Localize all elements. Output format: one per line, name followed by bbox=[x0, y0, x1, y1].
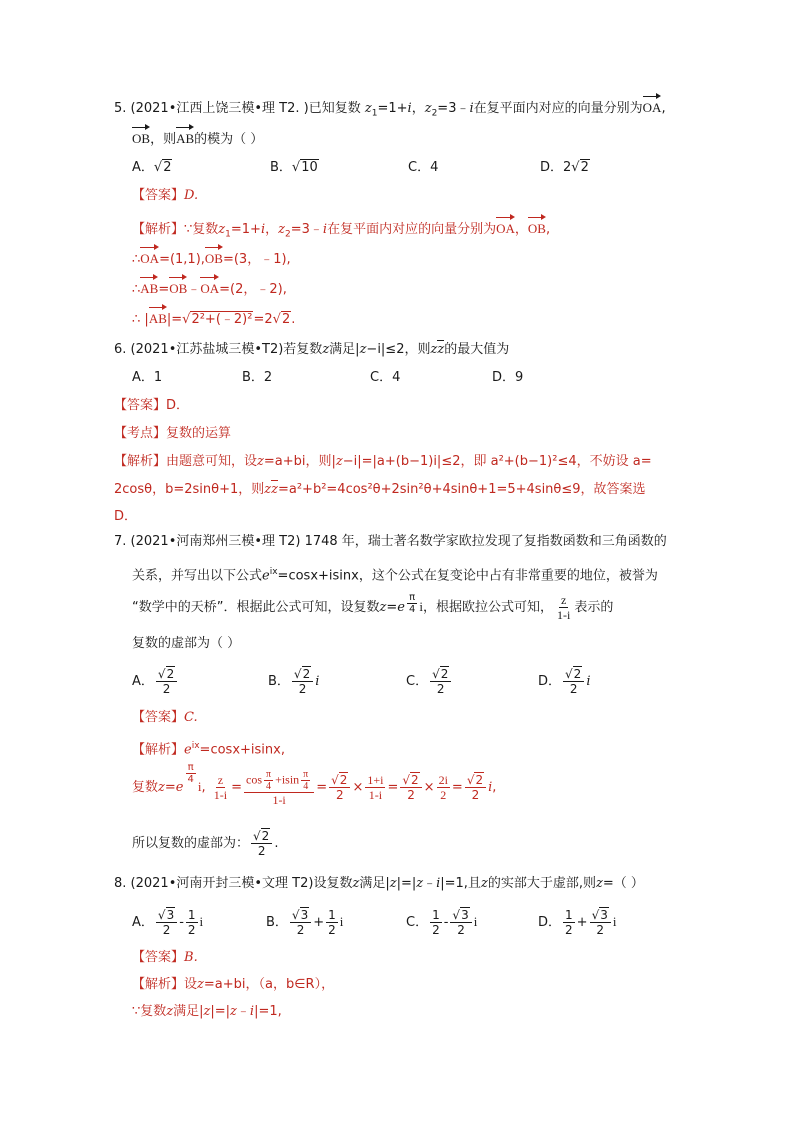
q6-analysis-line1: 【解析】由题意可知，设z=a+bi，则|z−i|=|a+(b−1)i|≤2，即 a²+(b−1)²≤4，不妨设 a= bbox=[114, 454, 652, 469]
q8-option-c: C． $\frac{1}{2}$ - $\frac{√3}{2}$ i bbox=[406, 908, 478, 937]
q7-stem-line1: 7. (2021•河南郑州三模•理 T2) 1748 年，瑞士著名数学家欧拉发现了复指数函数和三角函数的 bbox=[114, 534, 667, 549]
vector-oa: OA bbox=[643, 95, 662, 118]
q5-option-b: B．√10 bbox=[270, 160, 318, 175]
q6-analysis-line2: 2cosθ，b=2sinθ+1，则zz=a²+b²=4cos²θ+2sin²θ+4sinθ+1=5+4sinθ≤9，故答案选 bbox=[114, 482, 646, 497]
q5-stem-line2: OB，则AB的模为（ ） bbox=[132, 126, 263, 150]
q5-analysis-line4: ∴ |AB|=√2²+(﹣2)²=2√2. bbox=[132, 306, 295, 330]
q7-option-c: C． $\frac{√2}{2}$ bbox=[406, 662, 453, 702]
q6-kaodian: 【考点】复数的运算 bbox=[114, 426, 232, 441]
q5-option-a: A．√2 bbox=[132, 160, 172, 175]
q8-analysis-line2: ∵复数z满足|z|=|z﹣i|=1, bbox=[132, 1004, 282, 1019]
q7-option-a: A． $\frac{√2}{2}$ bbox=[132, 662, 179, 702]
q8-stem: 8. (2021•河南开封三模•文理 T2)设复数z满足|z|=|z﹣i|=1,且z的实部大于虚部,则z=（ ） bbox=[114, 876, 644, 891]
q5-analysis-line3: ∴AB=OB﹣OA=(2，﹣2), bbox=[132, 276, 287, 300]
q8-option-a: A． $\frac{√3}{2}$ - $\frac{1}{2}$ i bbox=[132, 908, 204, 937]
q6-answer: 【答案】D． bbox=[114, 398, 190, 413]
vector-ob: OB bbox=[132, 126, 150, 149]
q5-analysis-line2: ∴OA=(1,1),OB=(3，﹣1), bbox=[132, 246, 291, 270]
q5-stem-line1: 5. (2021•江西上饶三模•理 T2. )已知复数 $z_1=1+i$，$z_2=3﹣i$在复平面内对应的向量分别为OA, bbox=[114, 95, 666, 124]
q7-stem-line3: “数学中的天桥”．根据此公式可知，设复数z=e $\frac{\pi}{4}$ i，根据欧拉公式可知， $\frac{z}{1-i}$ 表示的 bbox=[132, 592, 614, 622]
q7-analysis-line2: 复数z=e $\frac{\pi}{4}$ i, $\frac{z}{1-i}$ = cos $\frac{\pi}{4}$ +isin $\frac{\pi}{4}$ 1-i = $\frac{√2}{2}$ × $\frac{1+i}{1-i}$ = $\frac{√2}{2}$ × $\frac{2i}{2}$ = $\frac{√2}{2}$ i, bbox=[132, 762, 497, 807]
q7-option-d: D． $\frac{√2}{2}$ i bbox=[538, 667, 591, 696]
q7-stem-line4: 复数的虚部为（ ） bbox=[132, 636, 241, 651]
q8-answer: 【答案】B. bbox=[132, 950, 198, 965]
q8-option-d: D． $\frac{1}{2}$ + $\frac{√3}{2}$ i bbox=[538, 908, 617, 937]
q6-option-b: B．2 bbox=[242, 370, 273, 385]
q8-analysis-line1: 【解析】设z=a+bi，（a，b∈R）， bbox=[132, 977, 335, 992]
q7-analysis-line1: 【解析】$e^{ix}=\cos x+isinx$, bbox=[132, 741, 285, 758]
q5-option-d: D．2√2 bbox=[540, 160, 589, 175]
q6-analysis-line3: D． bbox=[114, 509, 138, 524]
q5-analysis-line1: 【解析】∵复数$z_1=1+i$，$z_2=3﹣i$在复平面内对应的向量分别为OA，OB, bbox=[132, 216, 550, 245]
q7-answer: 【答案】C. bbox=[132, 710, 198, 725]
q6-option-a: A．1 bbox=[132, 370, 163, 385]
q7-stem-line2: 关系，并写出以下公式$e^{ix}=\cos x+isinx$，这个公式在复变论中占有非常重要的地位，被誉为 bbox=[132, 567, 658, 584]
q8-option-b: B． $\frac{√3}{2}$ + $\frac{1}{2}$ i bbox=[266, 908, 344, 937]
q6-option-c: C．4 bbox=[370, 370, 401, 385]
q5-answer: 【答案】D. bbox=[132, 188, 199, 203]
q7-analysis-line3: 所以复数的虚部为： $\frac{√2}{2}$ . bbox=[132, 829, 279, 858]
q5-option-c: C．4 bbox=[408, 160, 439, 175]
q6-stem: 6. (2021•江苏盐城三模•T2)若复数z满足|z−i|≤2，则zz的最大值为 bbox=[114, 342, 510, 357]
q6-option-d: D．9 bbox=[492, 370, 524, 385]
vector-ab: AB bbox=[176, 126, 194, 149]
q7-option-b: B． $\frac{√2}{2}$ i bbox=[268, 667, 320, 696]
